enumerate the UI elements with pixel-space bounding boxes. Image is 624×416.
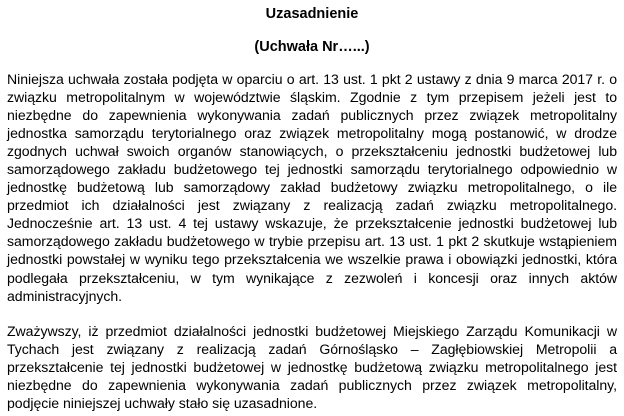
paragraph-legal-basis: Niniejsza uchwała została podjęta w oparciu o art. 13 ust. 1 pkt 2 ustawy z dnia 9 marca 2017 r. o związku metropolitalnym w województwie śląskim. Zgodnie z tym przepisem jeżeli jest to niezbędne do zapewnienia wykonywania zadań publicznych przez związek metropolitalny jednostka samorządu terytorialnego oraz związek metropolitalny mogą postanowić, w drodze zgodnych uchwał swoich organów stanowiących, o przekształceniu jednostki budżetowej lub samorządowego zakładu budżetowego tej jednostki samorządu terytorialnego odpowiednio w jednostkę budżetową lub samorządowy zakład budżetowy związku metropolitalnego, o ile przedmiot ich działalności jest związany z realizacją zadań związku metropolitalnego. Jednocześnie art. 13 ust. 4 tej ustawy wskazuje, że przekształcenie jednostki budżetowej lub samorządowego zakładu budżetowego w trybie przepisu art. 13 ust. 1 pkt 2 skutkuje wstąpieniem jednostki powstałej w wyniku tego przekształcenia we wszelkie prawa i obowiązki jednostki, która podlegała przekształceniu, w tym wynikające z zezwoleń i koncesji oraz innych aktów administracyjnych. bbox=[7, 71, 617, 304]
document-title: Uzasadnienie bbox=[265, 6, 359, 22]
paragraph-justification: Zważywszy, iż przedmiot działalności jednostki budżetowej Miejskiego Zarządu Komunikacji w Tychach jest związany z realizacją zadań Górnośląsko – Zagłębiowskiej Metropolii a przekształcenie tej jednostki budżetowej w jednostkę budżetową związku metropolitalnego jest niezbędne do zapewnienia wykonywania zadań publicznych przez związek metropolitalny, podjęcie niniejszej uchwały stało się uzasadnione. bbox=[7, 322, 617, 411]
document-subtitle: (Uchwała Nr…...) bbox=[254, 39, 370, 55]
